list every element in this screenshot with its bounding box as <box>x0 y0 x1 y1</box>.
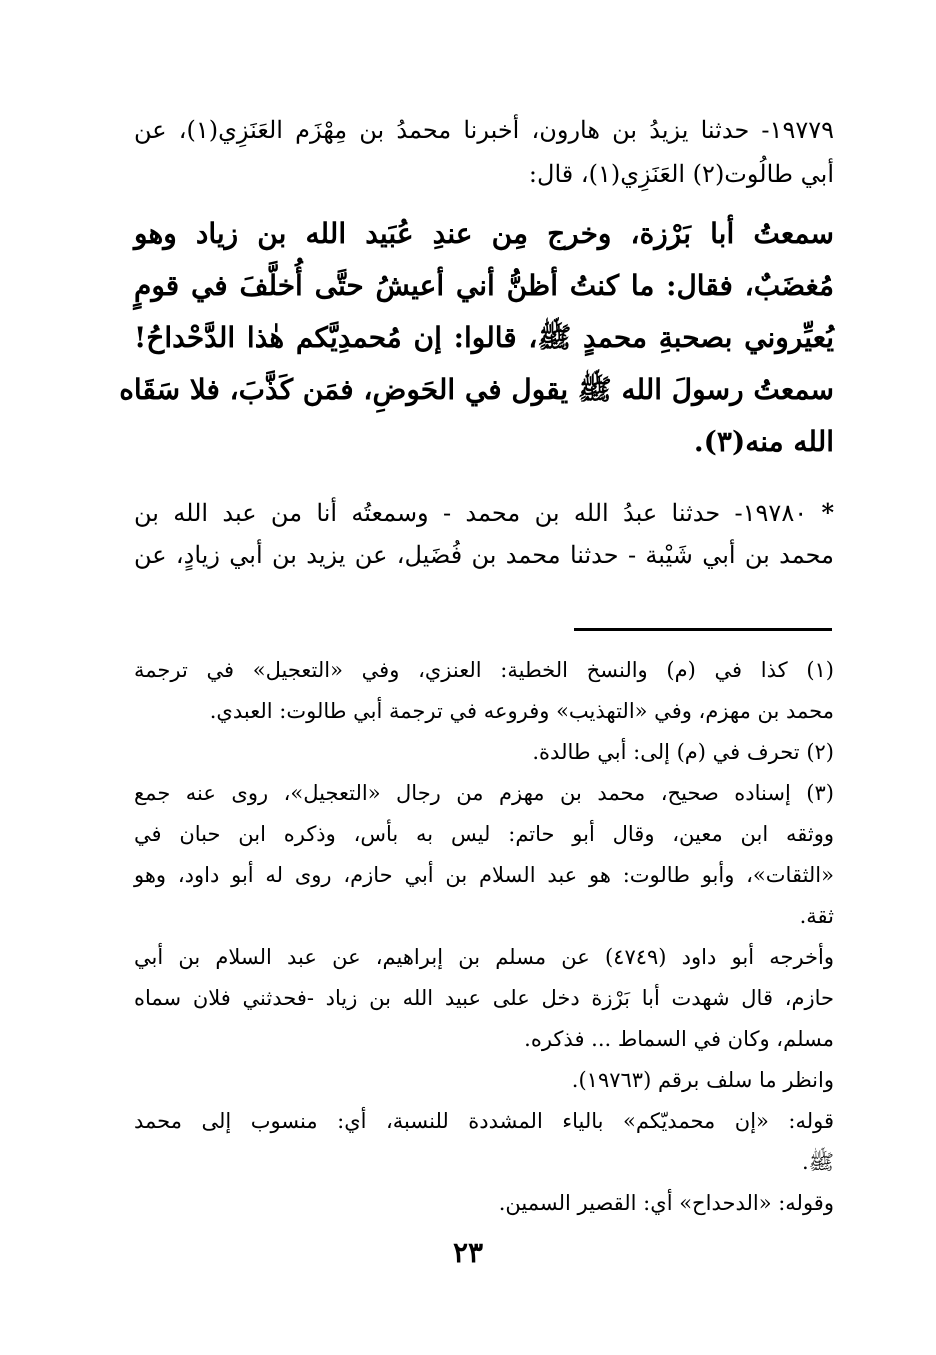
text-line: محمد بن أبي شَيْبة - حدثنا محمد بن فُضَيل، عن يزيد بن أبي زيادٍ، عن <box>134 541 834 569</box>
text-line: يُعيِّروني بصحبةِ محمدٍ ﷺ، قالوا: إن مُحمدِيَّكم هٰذا الدَّحْداحُ! <box>134 321 834 354</box>
footnote-line: (١) كذا في (م) والنسخ الخطية: العنزي، وفي «التعجيل» في ترجمة <box>134 658 834 682</box>
text-line: أبي طالُوت(٢) العَنَزِي(١)، قال: <box>528 160 834 188</box>
hadith-19779-isnad <box>134 108 834 196</box>
text-line: مُغضَبٌ، فقال: ما كنتُ أظنُّ أني أعيشُ حتَّى أُخلَّفَ في قومٍ <box>134 269 834 302</box>
footnote-line: «الثقات»، وأبو طالوت: هو عبد السلام بن أبي حازم، روى له أبو داود، وهو <box>134 863 834 887</box>
text-line-content: ١٩٧٨٠- حدثنا عبدُ الله بن محمد - وسمعتُه أنا من عبد الله بن <box>134 499 808 527</box>
footnote-line: ووثقه ابن معين، وقال أبو حاتم: ليس به بأس، وذكره ابن حبان في <box>134 822 834 846</box>
text-line: سمعتُ أبا بَرْزة، وخرج مِن عندِ عُبَيد الله بن زياد وهو <box>134 217 834 250</box>
footnotes <box>134 650 834 1224</box>
footnote-line: وأخرجه أبو داود (٤٧٤٩) عن مسلم بن إبراهيم، عن عبد السلام بن أبي <box>134 945 834 969</box>
page-number: ٢٣ <box>452 1236 484 1269</box>
footnote-separator <box>574 628 832 631</box>
footnote-line: مسلم، وكان في السماط ... فذكره. <box>524 1027 834 1051</box>
hadith-19779-matn <box>119 208 834 468</box>
footnote-line: (٣) إسناده صحيح، محمد بن مهزم من رجال «التعجيل»، روى عنه جمع <box>134 781 834 805</box>
footnote-line: وانظر ما سلف برقم (١٩٧٦٣). <box>571 1068 834 1092</box>
text-line: ١٩٧٧٩- حدثنا يزيدُ بن هارون، أخبرنا محمدُ بن مِهْزَم العَنَزِي(١)، عن <box>134 116 834 144</box>
text-line <box>134 492 834 534</box>
text-line: الله منه(٣). <box>693 425 834 458</box>
footnote-line: (٢) تحرف في (م) إلى: أبي طالدة. <box>532 740 834 764</box>
footnote-line: وقوله: «الدحداح» أي: القصير السمين. <box>498 1191 834 1215</box>
footnote-line: حازم، قال شهدت أبا بَرْزة دخل على عبيد الله بن زياد -فحدثني فلان سماه <box>134 986 834 1010</box>
footnote-line: محمد بن مهزم، وفي «التهذيب» وفروعه في ترجمة أبي طالوت: العبدي. <box>209 699 834 723</box>
footnote-line: قوله: «إن محمديّكم» بالياء المشددة للنسبة، أي: منسوب إلى محمد <box>134 1109 834 1133</box>
hadith-19780 <box>134 492 834 576</box>
star-marker: * <box>821 498 834 527</box>
footnote-line: ثقة. <box>799 904 834 928</box>
footnote-line: ﷺ. <box>801 1150 834 1174</box>
text-line: سمعتُ رسولَ الله ﷺ يقول في الحَوضِ، فمَن كَذَّبَ، فلا سَقَاه <box>119 373 834 406</box>
